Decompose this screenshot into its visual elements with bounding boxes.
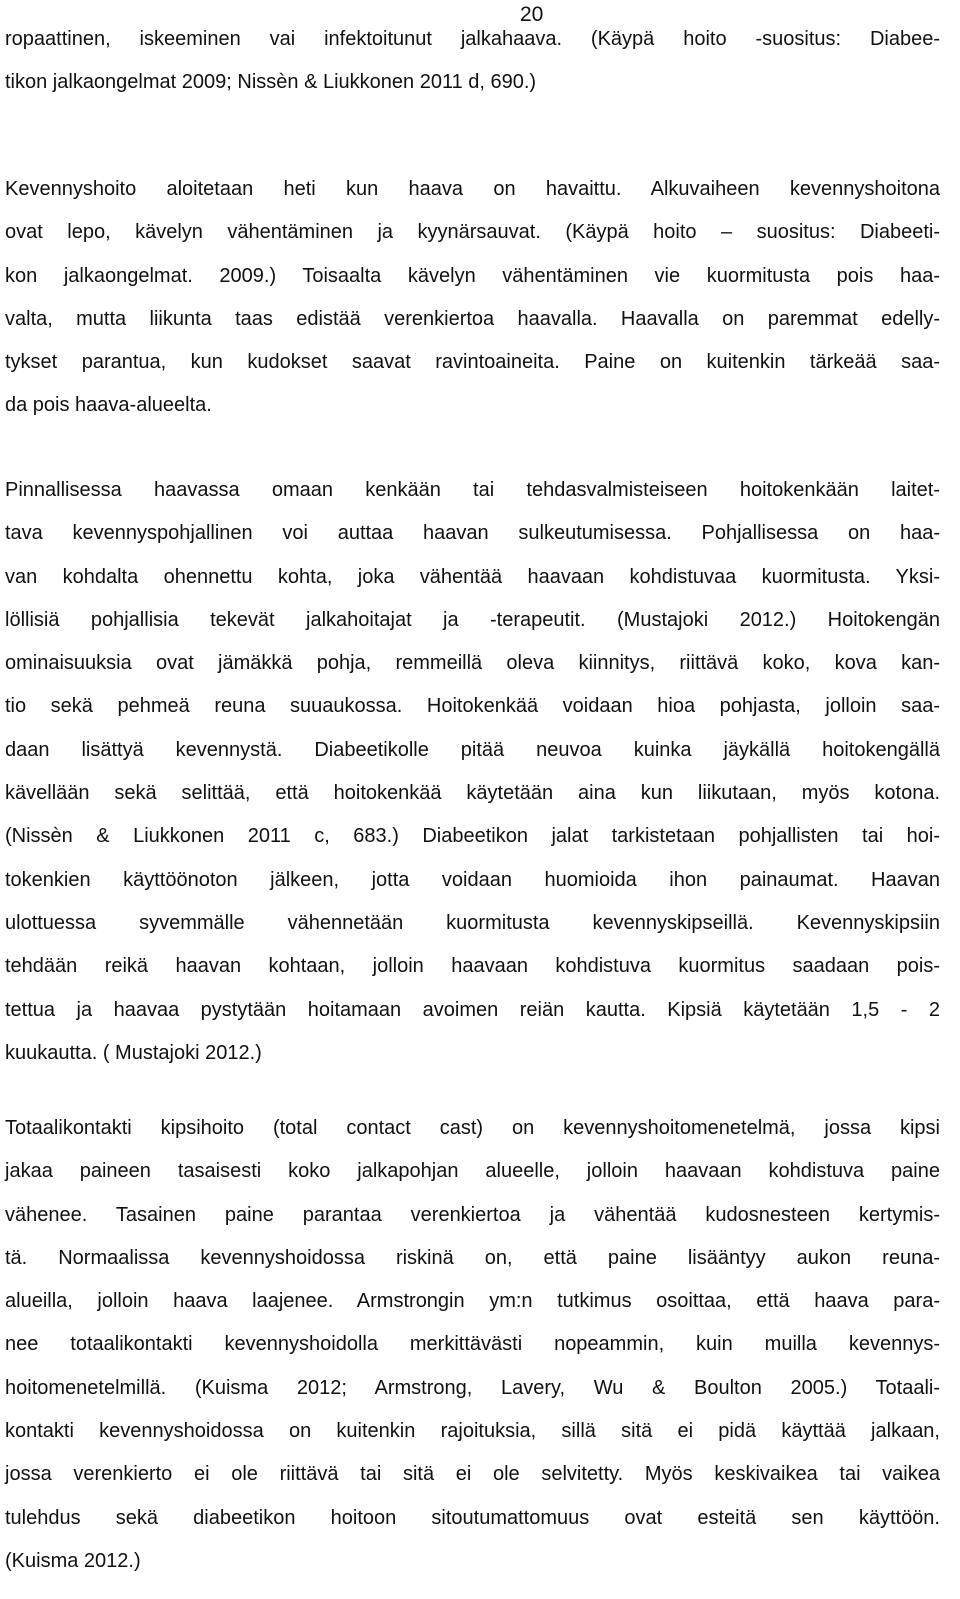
text-line: tykset parantua, kun kudokset saavat ravintoaineita. Paine on kuitenkin tärkeää saa- xyxy=(5,351,940,374)
text-line: tulehdus sekä diabeetikon hoitoon sitoutumattomuus ovat esteitä sen käyttöön. xyxy=(5,1506,940,1529)
text-line: (Nissèn & Liukkonen 2011 c, 683.) Diabeetikon jalat tarkistetaan pohjallisten tai hoi- xyxy=(5,825,940,848)
text-line: kon jalkaongelmat. 2009.) Toisaalta kävelyn vähentäminen vie kuormitusta pois haa- xyxy=(5,264,940,287)
text-line: da pois haava-alueelta. xyxy=(5,394,212,417)
text-line: valta, mutta liikunta taas edistää verenkiertoa haavalla. Haavalla on paremmat edelly- xyxy=(5,307,940,330)
text-line: nee totaalikontakti kevennyshoidolla merkittävästi nopeammin, kuin muilla kevennys- xyxy=(5,1333,940,1356)
text-line: hoitomenetelmillä. (Kuisma 2012; Armstrong, Lavery, Wu & Boulton 2005.) Totaali- xyxy=(5,1376,940,1399)
text-line: Kevennyshoito aloitetaan heti kun haava on havaittu. Alkuvaiheen kevennyshoitona xyxy=(5,178,940,200)
text-line: daan lisättyä kevennystä. Diabeetikolle pitää neuvoa kuinka jäykällä hoitokengällä xyxy=(5,738,940,761)
paragraph-2 xyxy=(5,168,940,428)
text-line: tio sekä pehmeä reuna suuaukossa. Hoitokenkää voidaan hioa pohjasta, jolloin saa- xyxy=(5,695,940,718)
text-line: alueilla, jolloin haava laajenee. Armstrongin ym:n tutkimus osoittaa, että haava para- xyxy=(5,1290,940,1313)
paragraph-3 xyxy=(5,469,940,1075)
text-line: Pinnallisessa haavassa omaan kenkään tai tehdasvalmisteiseen hoitokenkään laitet- xyxy=(5,479,940,501)
text-line: vähenee. Tasainen paine parantaa verenkiertoa ja vähentää kudosnesteen kertymis- xyxy=(5,1203,940,1226)
text-line: tä. Normaalissa kevennyshoidossa riskinä on, että paine lisääntyy aukon reuna- xyxy=(5,1246,940,1269)
text-line: van kohdalta ohennettu kohta, joka vähentää haavaan kohdistuvaa kuormitusta. Yksi- xyxy=(5,565,940,588)
page-number: 20 xyxy=(520,3,544,26)
text-line: ulottuessa syvemmälle vähennetään kuormitusta kevennyskipseillä. Kevennyskipsiin xyxy=(5,911,940,934)
text-line: jakaa paineen tasaisesti koko jalkapohjan alueelle, jolloin haavaan kohdistuva paine xyxy=(5,1160,940,1183)
text-line: ominaisuuksia ovat jämäkkä pohja, remmeillä oleva kiinnitys, riittävä koko, kova kan- xyxy=(5,652,940,675)
text-line: Totaalikontakti kipsihoito (total contact cast) on kevennyshoitomenetelmä, jossa kipsi xyxy=(5,1117,940,1139)
text-line: kontakti kevennyshoidossa on kuitenkin rajoituksia, sillä sitä ei pidä käyttää jalkaan, xyxy=(5,1420,940,1443)
paragraph-1 xyxy=(5,18,940,105)
paragraph-4 xyxy=(5,1107,940,1583)
text-line: ovat lepo, kävelyn vähentäminen ja kyynärsauvat. (Käypä hoito – suositus: Diabeeti- xyxy=(5,221,940,244)
text-line: tehdään reikä haavan kohtaan, jolloin haavaan kohdistuva kuormitus saadaan pois- xyxy=(5,955,940,978)
text-line: jossa verenkierto ei ole riittävä tai sitä ei ole selvitetty. Myös keskivaikea tai vaikea xyxy=(5,1463,940,1486)
text-line: tikon jalkaongelmat 2009; Nissèn & Liukkonen 2011 d, 690.) xyxy=(5,71,537,94)
text-line: kuukautta. ( Mustajoki 2012.) xyxy=(5,1041,262,1064)
text-line: kävellään sekä selittää, että hoitokenkää käytetään aina kun liikutaan, myös kotona. xyxy=(5,782,940,805)
text-line: tettua ja haavaa pystytään hoitamaan avoimen reiän kautta. Kipsiä käytetään 1,5 - 2 xyxy=(5,998,940,1021)
text-line: tokenkien käyttöönoton jälkeen, jotta voidaan huomioida ihon painaumat. Haavan xyxy=(5,868,940,891)
text-line: (Kuisma 2012.) xyxy=(5,1549,141,1572)
text-line: ropaattinen, iskeeminen vai infektoitunut jalkahaava. (Käypä hoito -suositus: Diabee- xyxy=(5,28,940,50)
text-line: tava kevennyspohjallinen voi auttaa haavan sulkeutumisessa. Pohjallisessa on haa- xyxy=(5,522,940,545)
text-line: löllisiä pohjallisia tekevät jalkahoitajat ja -terapeutit. (Mustajoki 2012.) Hoitokengän xyxy=(5,608,940,631)
